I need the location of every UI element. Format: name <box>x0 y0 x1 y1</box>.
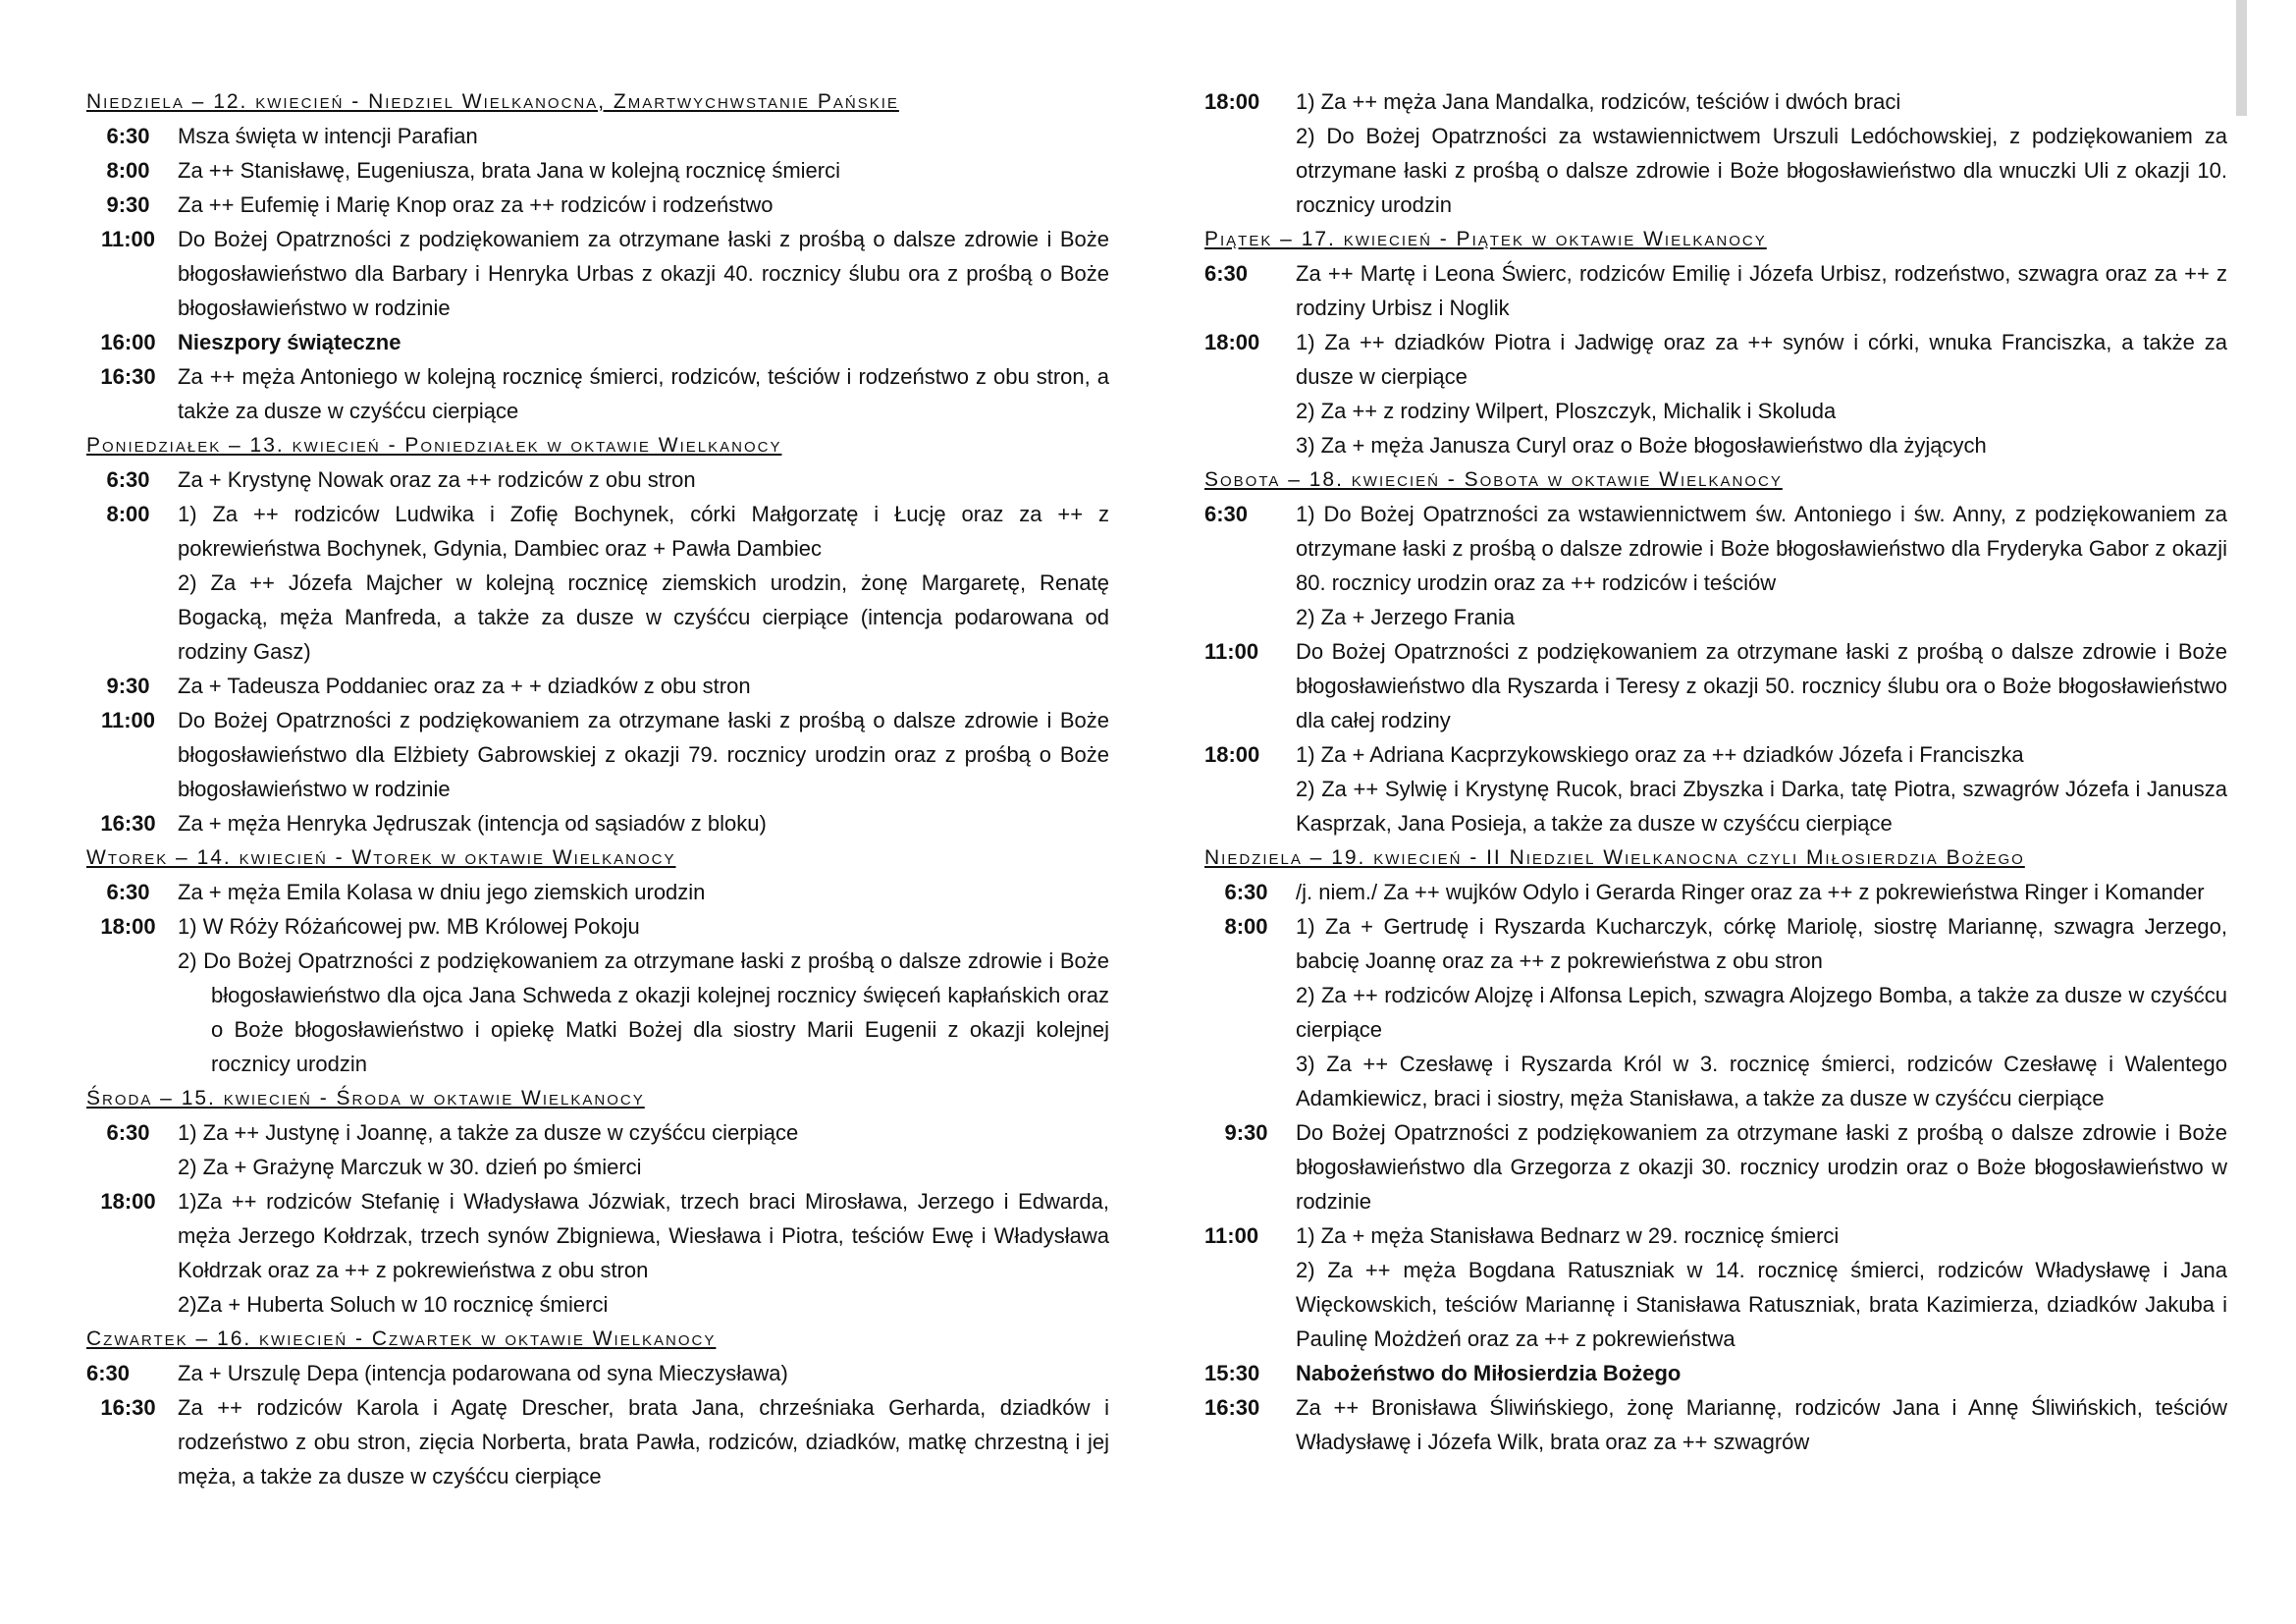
day-header: Poniedziałek – 13. kwiecień - Poniedziałek w oktawie Wielkanocy <box>86 434 782 457</box>
mass-time: 18:00 <box>100 914 156 939</box>
intention-text: 2) Za ++ Sylwię i Krystynę Rucok, braci Zbyszka i Darka, tatę Piotra, szwagrów Józefa i Janusza Kasprzak, Jana Posieja, a także za dusze w czyśćcu cierpiące <box>1296 777 2227 836</box>
intention-text: 1) Do Bożej Opatrzności za wstawiennictwem św. Antoniego i św. Anny, z podziękowaniem za otrzymane łaski z prośbą o dalsze zdrowie i Boże błogosławieństwo dla Fryderyka Gabor z okazji 80. rocznicy urodzin oraz za ++ rodziców i teściów <box>1296 502 2227 595</box>
mass-time: 11:00 <box>1204 1223 1259 1248</box>
intention-text: /j. niem./ Za ++ wujków Odylo i Gerarda Ringer oraz za ++ z pokrewieństwa Ringer i Komander <box>1296 880 2205 904</box>
intention-list <box>1296 84 2227 222</box>
left-column <box>86 84 1109 1493</box>
intention-list <box>178 875 1109 909</box>
mass-time: 16:30 <box>100 1395 156 1420</box>
intention-text: 2)Za + Huberta Soluch w 10 rocznicę śmierci <box>178 1292 609 1317</box>
right-column <box>1204 84 2227 1459</box>
mass-time: 6:30 <box>106 467 150 492</box>
mass-time: 11:00 <box>100 227 156 251</box>
intention-text: Do Bożej Opatrzności z podziękowaniem za otrzymane łaski z prośbą o dalsze zdrowie i Boże błogosławieństwo dla Grzegorza z okazji 30. rocznicy urodzin oraz o Boże błogosławieństwo w rodzinie <box>1296 1120 2227 1214</box>
mass-entry <box>86 1115 1109 1184</box>
mass-entry <box>1204 737 2227 840</box>
mass-entry <box>86 806 1109 840</box>
intention-list <box>1296 1390 2227 1459</box>
intention-text: 2) Za + Jerzego Frania <box>1296 605 1516 629</box>
intention-list <box>178 119 1109 153</box>
mass-time: 6:30 <box>106 1120 150 1145</box>
mass-time: 16:30 <box>1204 1395 1260 1420</box>
mass-entry <box>1204 1218 2227 1356</box>
intention-text: 3) Za ++ Czesławę i Ryszarda Król w 3. rocznicę śmierci, rodziców Czesławę i Walentego Adamkiewicz, braci i siostry, męża Stanisława, a także za dusze w czyśćcu cierpiące <box>1296 1052 2227 1110</box>
intention-text: 1) Za ++ rodziców Ludwika i Zofię Bochynek, córki Małgorzatę i Łucję oraz za ++ z pokrewieństwa Bochynek, Gdynia, Dambiec oraz + Pawła Dambiec <box>178 502 1109 561</box>
intention-list <box>178 806 1109 840</box>
intention-text: 1) Za ++ Justynę i Joannę, a także za dusze w czyśćcu cierpiące <box>178 1120 799 1145</box>
intention-text: 2) Za ++ rodziców Alojzę i Alfonsa Lepich, szwagra Alojzego Bomba, a także za dusze w czyśćcu cierpiące <box>1296 983 2227 1042</box>
mass-entry <box>86 462 1109 497</box>
intention-list <box>178 1356 1109 1390</box>
mass-entry <box>1204 1356 2227 1390</box>
day-section <box>86 84 1109 428</box>
mass-time: 8:00 <box>106 502 150 526</box>
intention-text: Za + Urszulę Depa (intencja podarowana od syna Mieczysława) <box>178 1361 788 1385</box>
intention-text: Za ++ Stanisławę, Eugeniusza, brata Jana w kolejną rocznicę śmierci <box>178 158 841 183</box>
intention-text: Nieszpory świąteczne <box>178 330 401 354</box>
mass-time: 9:30 <box>106 192 150 217</box>
intention-list <box>178 222 1109 325</box>
intention-list <box>178 188 1109 222</box>
mass-entry <box>1204 256 2227 325</box>
day-header: Niedziela – 12. kwiecień - Niedziel Wielkanocna, Zmartwychwstanie Pańskie <box>86 90 899 113</box>
intention-text: 1)Za ++ rodziców Stefanię i Władysława Józwiak, trzech braci Mirosława, Jerzego i Edwarda, męża Jerzego Kołdrzak, trzech synów Zbigniewa, Wiesława i Piotra, teściów Ewę i Władysława Kołdrzak oraz za ++ z pokrewieństwa z obu stron <box>178 1189 1109 1282</box>
intention-text: Do Bożej Opatrzności z podziękowaniem za otrzymane łaski z prośbą o dalsze zdrowie i Boże błogosławieństwo dla Barbary i Henryka Urbas z okazji 40. rocznicy ślubu ora z prośbą o Boże błogosławieństwo w rodzinie <box>178 227 1109 320</box>
day-header: Czwartek – 16. kwiecień - Czwartek w oktawie Wielkanocy <box>86 1327 717 1350</box>
intention-list <box>1296 909 2227 1115</box>
intention-list <box>178 497 1109 669</box>
intention-text: 2) Do Bożej Opatrzności z podziękowaniem za otrzymane łaski z prośbą o dalsze zdrowie i Boże błogosławieństwo dla ojca Jana Schweda z okazji kolejnej rocznicy święceń kapłańskich oraz o Boże błogosławieństwo i opiekę Matki Bożej dla siostry Marii Eugenii z okazji kolejnej rocznicy urodzin <box>178 948 1109 1076</box>
intention-list <box>1296 256 2227 325</box>
intention-list <box>1296 1356 2227 1390</box>
mass-entry <box>86 497 1109 669</box>
mass-time: 6:30 <box>106 880 150 904</box>
intention-text: Za + Krystynę Nowak oraz za ++ rodziców z obu stron <box>178 467 696 492</box>
mass-entry <box>1204 634 2227 737</box>
intention-list <box>178 1115 1109 1184</box>
mass-entry <box>1204 875 2227 909</box>
intention-list <box>178 703 1109 806</box>
mass-time: 18:00 <box>1204 89 1260 114</box>
mass-entry <box>1204 1115 2227 1218</box>
day-header: Sobota – 18. kwiecień - Sobota w oktawie Wielkanocy <box>1204 468 1783 491</box>
mass-entry <box>86 153 1109 188</box>
day-section <box>1204 462 2227 840</box>
mass-entry <box>86 1356 1109 1390</box>
intention-text: Za ++ Eufemię i Marię Knop oraz za ++ rodziców i rodzeństwo <box>178 192 774 217</box>
day-section <box>1204 840 2227 1459</box>
intention-text: 2) Do Bożej Opatrzności za wstawiennictwem Urszuli Ledóchowskiej, z podziękowaniem za otrzymane łaski z prośbą o dalsze zdrowie i Boże błogosławieństwo dla wnuczki Uli z okazji 10. rocznicy urodzin <box>1296 124 2227 217</box>
mass-entry <box>86 1390 1109 1493</box>
intention-text: 2) Za ++ z rodziny Wilpert, Ploszczyk, Michalik i Skoluda <box>1296 399 1837 423</box>
mass-time: 6:30 <box>1204 502 1249 526</box>
intention-list <box>1296 497 2227 634</box>
day-section <box>1204 222 2227 462</box>
mass-entry <box>1204 909 2227 1115</box>
day-header: Wtorek – 14. kwiecień - Wtorek w oktawie Wielkanocy <box>86 846 676 869</box>
intention-list <box>178 325 1109 359</box>
day-header: Środa – 15. kwiecień - Środa w oktawie Wielkanocy <box>86 1087 645 1110</box>
mass-time: 8:00 <box>106 158 150 183</box>
intention-list <box>1296 875 2227 909</box>
intention-list <box>178 153 1109 188</box>
mass-entry <box>1204 1390 2227 1459</box>
intention-text: 1) W Róży Różańcowej pw. MB Królowej Pokoju <box>178 914 640 939</box>
intention-text: 1) Za + męża Stanisława Bednarz w 29. rocznicę śmierci <box>1296 1223 1840 1248</box>
intention-list <box>178 462 1109 497</box>
day-header: Piątek – 17. kwiecień - Piątek w oktawie Wielkanocy <box>1204 228 1767 250</box>
mass-entry <box>86 909 1109 1081</box>
intention-text: 3) Za + męża Janusza Curyl oraz o Boże błogosławieństwo dla żyjących <box>1296 433 1987 458</box>
intention-text: Za + męża Henryka Jędruszak (intencja od sąsiadów z bloku) <box>178 811 767 836</box>
mass-entry <box>86 359 1109 428</box>
mass-entry <box>1204 84 2227 222</box>
intention-text: Nabożeństwo do Miłosierdzia Bożego <box>1296 1361 1682 1385</box>
mass-entry <box>86 222 1109 325</box>
intention-text: Za + Tadeusza Poddaniec oraz za + + dziadków z obu stron <box>178 674 751 698</box>
mass-time: 11:00 <box>1204 639 1259 664</box>
mass-time: 6:30 <box>86 1361 131 1385</box>
mass-entry <box>86 875 1109 909</box>
mass-entry <box>86 1184 1109 1322</box>
day-section <box>86 1081 1109 1322</box>
mass-entry <box>1204 325 2227 462</box>
intention-text: 2) Za ++ męża Bogdana Ratuszniak w 14. rocznicę śmierci, rodziców Władysławę i Jana Więckowskich, teściów Mariannę i Stanisława Ratuszniak, brata Kazimierza, dziadków Jakuba i Paulinę Możdżeń oraz za ++ z pokrewieństwa <box>1296 1258 2227 1351</box>
mass-time: 6:30 <box>1204 261 1249 286</box>
intention-text: Msza święta w intencji Parafian <box>178 124 478 148</box>
intention-text: Za + męża Emila Kolasa w dniu jego ziemskich urodzin <box>178 880 706 904</box>
mass-time: 9:30 <box>1224 1120 1268 1145</box>
day-section <box>86 1322 1109 1493</box>
mass-time: 18:00 <box>1204 330 1260 354</box>
intention-list <box>1296 737 2227 840</box>
intention-text: Za ++ rodziców Karola i Agatę Drescher, brata Jana, chrześniaka Gerharda, dziadków i rodzeństwo z obu stron, zięcia Norberta, brata Pawła, rodziców, dziadków, matkę chrzestną i jej męża, a także za dusze w czyśćcu cierpiące <box>178 1395 1109 1489</box>
mass-time: 16:00 <box>100 330 156 354</box>
intention-text: Za ++ Martę i Leona Świerc, rodziców Emilię i Józefa Urbisz, rodzeństwo, szwagra oraz za ++ z rodziny Urbisz i Noglik <box>1296 261 2227 320</box>
intention-text: 1) Za ++ dziadków Piotra i Jadwigę oraz za ++ synów i córki, wnuka Franciszka, a także za dusze w cierpiące <box>1296 330 2227 389</box>
mass-time: 6:30 <box>106 124 150 148</box>
intention-list <box>178 1184 1109 1322</box>
intention-list <box>178 669 1109 703</box>
scrollbar[interactable] <box>2236 0 2247 116</box>
mass-entry <box>86 325 1109 359</box>
intention-text: 1) Za + Adriana Kacprzykowskiego oraz za ++ dziadków Józefa i Franciszka <box>1296 742 2024 767</box>
day-section <box>86 840 1109 1081</box>
day-section <box>86 428 1109 840</box>
intention-text: Do Bożej Opatrzności z podziękowaniem za otrzymane łaski z prośbą o dalsze zdrowie i Boże błogosławieństwo dla Ryszarda i Teresy z okazji 50. rocznicy ślubu ora o Boże błogosławieństwo dla całej rodziny <box>1296 639 2227 732</box>
intention-text: Do Bożej Opatrzności z podziękowaniem za otrzymane łaski z prośbą o dalsze zdrowie i Boże błogosławieństwo dla Elżbiety Gabrowskiej z okazji 79. rocznicy urodzin oraz z prośbą o Boże błogosławieństwo w rodzinie <box>178 708 1109 801</box>
mass-time: 18:00 <box>1204 742 1260 767</box>
intention-list <box>178 909 1109 1081</box>
mass-time: 18:00 <box>100 1189 156 1214</box>
mass-entry <box>86 669 1109 703</box>
day-section <box>1204 84 2227 222</box>
intention-text: 1) Za + Gertrudę i Ryszarda Kucharczyk, córkę Mariolę, siostrę Mariannę, szwagra Jerzego, babcię Joannę oraz za ++ z pokrewieństwa z obu stron <box>1296 914 2227 973</box>
mass-time: 6:30 <box>1224 880 1268 904</box>
mass-time: 16:30 <box>100 811 156 836</box>
intention-list <box>1296 1115 2227 1218</box>
mass-time: 9:30 <box>106 674 150 698</box>
intention-list <box>1296 634 2227 737</box>
intention-list <box>178 359 1109 428</box>
mass-entry <box>86 119 1109 153</box>
mass-entry <box>86 188 1109 222</box>
intention-text: 2) Za + Grażynę Marczuk w 30. dzień po śmierci <box>178 1155 642 1179</box>
intention-list <box>1296 325 2227 462</box>
intention-text: 2) Za ++ Józefa Majcher w kolejną rocznicę ziemskich urodzin, żonę Margaretę, Renatę Bogacką, męża Manfreda, a także za dusze w czyśćcu cierpiące (intencja podarowana od rodziny Gasz) <box>178 570 1109 664</box>
intention-text: Za ++ Bronisława Śliwińskiego, żonę Mariannę, rodziców Jana i Annę Śliwińskich, teściów Władysławę i Józefa Wilk, brata oraz za ++ szwagrów <box>1296 1395 2227 1454</box>
mass-entry <box>86 703 1109 806</box>
day-header: Niedziela – 19. kwiecień - II Niedziel Wielkanocna czyli Miłosierdzia Bożego <box>1204 846 2025 869</box>
mass-time: 8:00 <box>1224 914 1268 939</box>
mass-time: 16:30 <box>100 364 156 389</box>
mass-time: 15:30 <box>1204 1361 1260 1385</box>
intention-text: Za ++ męża Antoniego w kolejną rocznicę śmierci, rodziców, teściów i rodzeństwo z obu stron, a także za dusze w czyśćcu cierpiące <box>178 364 1109 423</box>
mass-time: 11:00 <box>100 708 156 732</box>
intention-text: 1) Za ++ męża Jana Mandalka, rodziców, teściów i dwóch braci <box>1296 89 1901 114</box>
intention-list <box>1296 1218 2227 1356</box>
intention-list <box>178 1390 1109 1493</box>
mass-entry <box>1204 497 2227 634</box>
